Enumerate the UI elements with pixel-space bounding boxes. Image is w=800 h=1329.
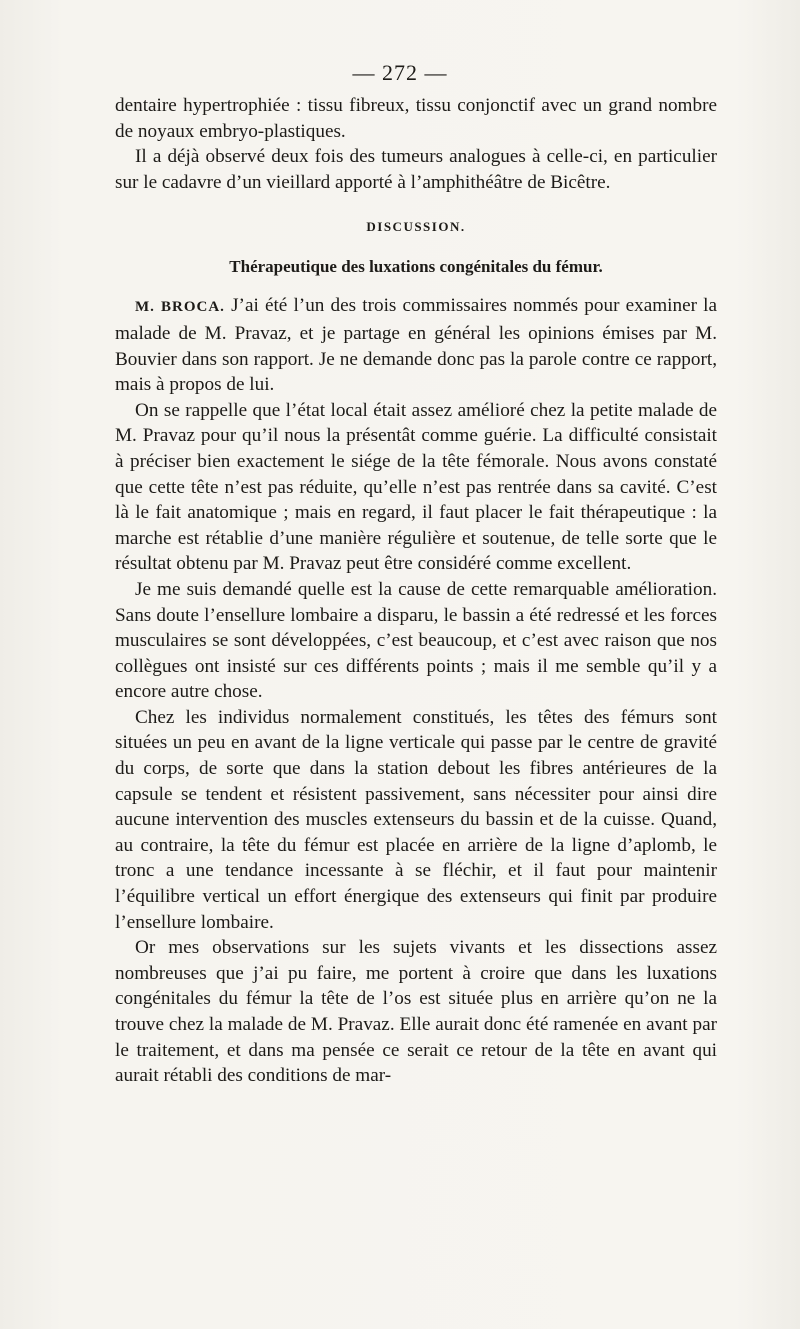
page-body bbox=[115, 93, 717, 1089]
paragraph-broca-text: J’ai été l’un des trois commissaires nommés pour examiner la malade de M. Pravaz, et je partage en général les opinions émises par M. Bouvier dans son rapport. Je ne demande donc pas la parole contre ce rapport, mais à propos de lui. bbox=[115, 295, 718, 396]
speaker-name: M. BROCA. bbox=[135, 299, 225, 316]
paragraph-broca bbox=[115, 293, 717, 397]
section-title: Thérapeutique des luxations congénitales du fémur. bbox=[229, 257, 603, 277]
paragraph-improvement: Je me suis demandé quelle est la cause de cette remarquable amélioration. Sans doute l’ensellure lombaire a disparu, le bassin a été redressé et les forces musculaires se sont développées, c’est beaucoup, et c’est avec raison que nos collègues ont insisté sur ces différents points ; mais il me semble qu’il y a encore autre chose. bbox=[115, 578, 717, 703]
paragraph-continuation: dentaire hypertrophiée : tissu fibreux, tissu conjonctif avec un grand nombre de noyaux embryo-plastiques. bbox=[115, 95, 717, 142]
page-number: — 272 — bbox=[352, 60, 448, 85]
paragraph-observations: Or mes observations sur les sujets vivants et les dissections assez nombreuses que j’ai pu faire, me portent à croire que dans les luxations congénitales du fémur la tête de l’os est située plus en arrière qu’on ne la trouve chez la malade de M. Pravaz. Elle aurait donc été ramenée en avant par le traitement, et dans ma pensée ce serait ce retour de la tête en avant qui aurait rétabli des conditions de mar- bbox=[115, 937, 717, 1087]
paragraph-normal-individuals: Chez les individus normalement constitués, les têtes des fémurs sont situées un peu en avant de la ligne verticale qui passe par le centre de gravité du corps, de sorte que dans la station debout les fibres antérieures de la capsule se tendent et résistent passivement, sans nécessiter pour ainsi dire aucune intervention des muscles extenseurs du bassin et de la cuisse. Quand, au contraire, la tête du fémur est placée en arrière de la ligne d’aplomb, le tronc a une tendance incessante à se fléchir, et il faut pour maintenir l’équilibre vertical un effort énergique des extenseurs qui finit par produire l’ensellure lombaire. bbox=[115, 706, 717, 933]
paragraph-state: On se rappelle que l’état local était assez amélioré chez la petite malade de M. Pravaz pour qu’il nous la présentât comme guérie. La difficulté consistait à préciser bien exactement le siége de la tête fémorale. Nous avons constaté que cette tête n’est pas réduite, qu’elle n’est pas rentrée dans sa cavité. C’est là le fait anatomique ; mais en regard, il faut placer le fait thérapeutique : la marche est rétablie d’une manière régulière et soutenue, de telle sorte que le résultat obtenu par M. Pravaz peut être considéré comme excellent. bbox=[115, 399, 717, 575]
paragraph-bicetre: Il a déjà observé deux fois des tumeurs analogues à celle-ci, en particulier sur le cadavre d’un vieillard apporté à l’amphithéâtre de Bicêtre. bbox=[115, 146, 717, 193]
discussion-heading: DISCUSSION. bbox=[366, 219, 466, 235]
